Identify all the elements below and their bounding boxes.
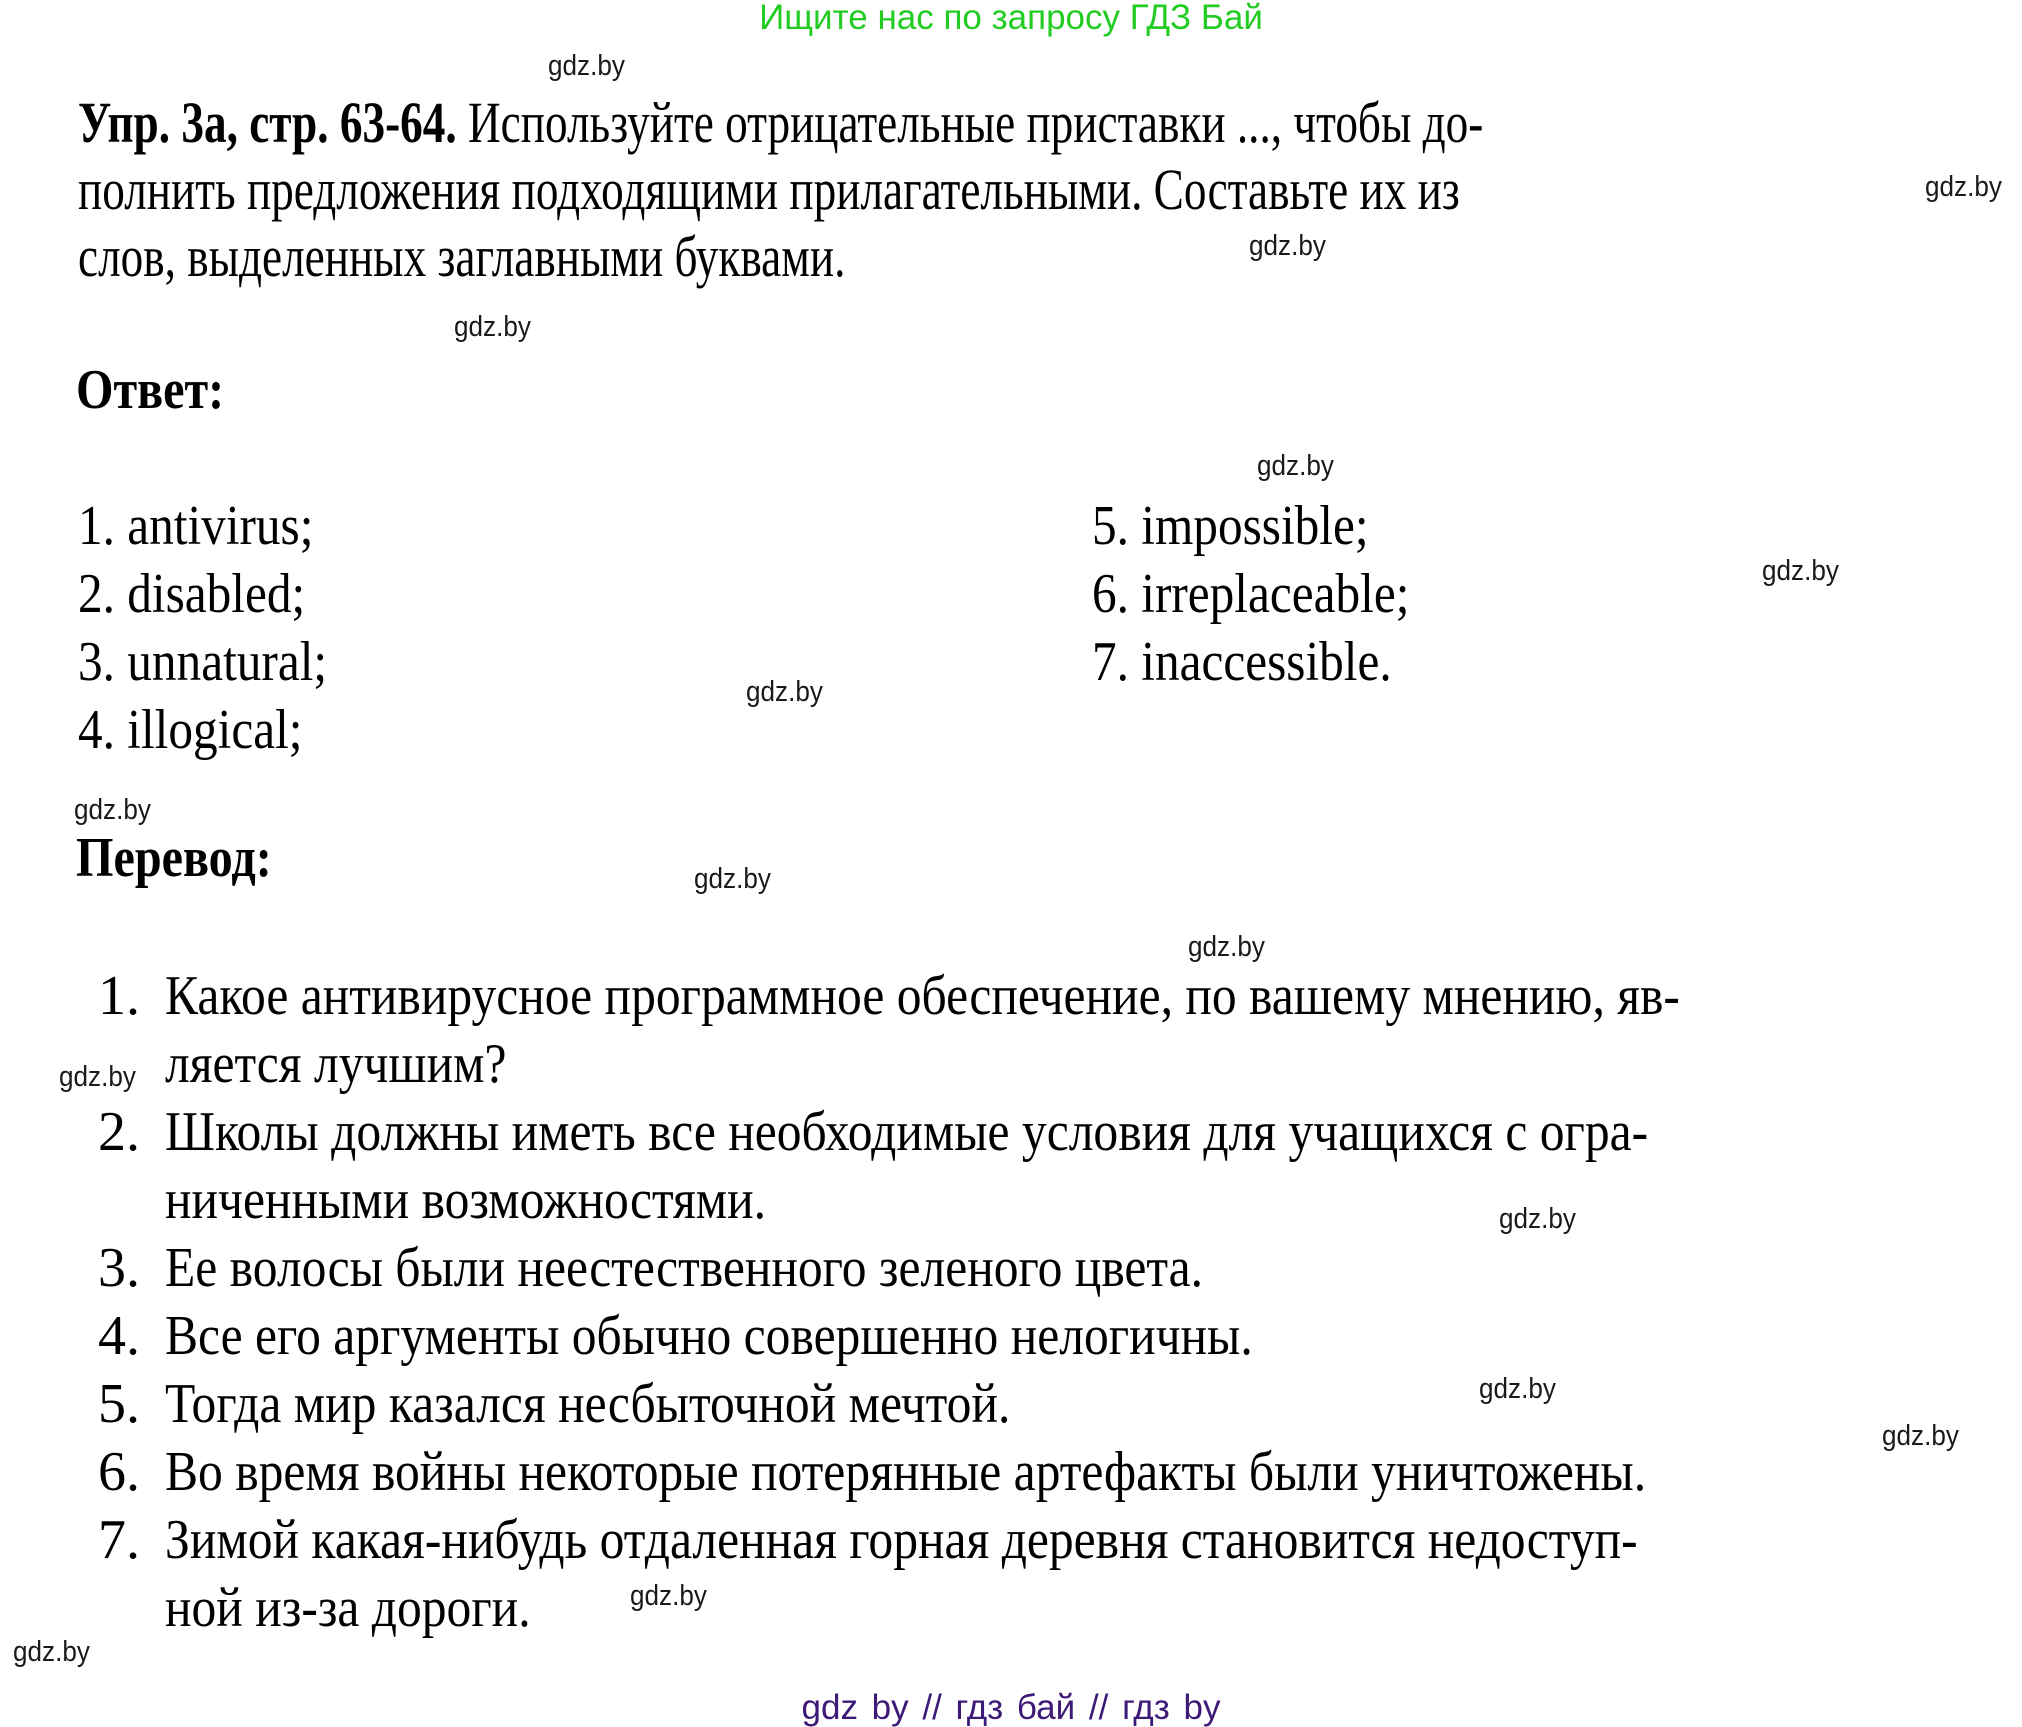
answer-number: 2. [78, 563, 115, 625]
watermark: gdz.by [74, 794, 151, 826]
answer-number: 1. [78, 495, 115, 557]
watermark: gdz.by [454, 311, 531, 343]
answer-item [1092, 629, 1392, 695]
answer-word: disabled; [127, 563, 306, 625]
answer-number: 5. [1092, 495, 1129, 557]
answer-item [78, 561, 305, 627]
watermark: gdz.by [1925, 171, 2002, 203]
translation-heading: Перевод: [76, 827, 272, 889]
translation-line: Какое антивирусное программное обеспечение, по вашему мнению, яв- [165, 965, 1680, 1027]
task-text: Используйте отрицательные приставки ..., чтобы до- [468, 90, 1484, 155]
watermark: gdz.by [1249, 230, 1326, 262]
translation-number: 4. [98, 1305, 140, 1367]
translation-number: 2. [98, 1101, 140, 1163]
translation-number: 5. [98, 1373, 140, 1435]
watermark: gdz.by [548, 50, 625, 82]
watermark: gdz.by [630, 1580, 707, 1612]
watermark: gdz.by [1499, 1203, 1576, 1235]
answer-item [78, 493, 313, 559]
watermark: gdz.by [746, 676, 823, 708]
answer-word: impossible; [1141, 495, 1369, 557]
answer-item [78, 629, 327, 695]
answer-item [1092, 561, 1409, 627]
translation-line: Во время войны некоторые потерянные артефакты были уничтожены. [165, 1441, 1647, 1503]
watermark: gdz.by [1257, 450, 1334, 482]
watermark: gdz.by [1479, 1373, 1556, 1405]
watermark: gdz.by [13, 1636, 90, 1668]
watermark: gdz.by [694, 863, 771, 895]
answer-number: 3. [78, 631, 115, 693]
promo-banner: Ищите нас по запросу ГДЗ Бай [759, 0, 1263, 37]
answer-word: unnatural; [127, 631, 328, 693]
answer-heading: Ответ: [76, 359, 225, 421]
translation-line: Зимой какая-нибудь отдаленная горная деревня становится недоступ- [165, 1509, 1638, 1571]
translation-line: Все его аргументы обычно совершенно нелогичны. [165, 1305, 1253, 1367]
translation-number: 1. [98, 965, 140, 1027]
answer-word: inaccessible. [1141, 631, 1392, 693]
answer-number: 7. [1092, 631, 1129, 693]
task-heading-line-1 [78, 90, 1483, 156]
translation-number: 3. [98, 1237, 140, 1299]
translation-line: Тогда мир казался несбыточной мечтой. [165, 1373, 1011, 1435]
translation-line: ниченными возможностями. [165, 1169, 767, 1231]
translation-line: ляется лучшим? [165, 1033, 507, 1095]
translation-line: Ее волосы были неестественного зеленого цвета. [165, 1237, 1204, 1299]
translation-number: 6. [98, 1441, 140, 1503]
answer-word: antivirus; [127, 495, 314, 557]
watermark: gdz.by [1882, 1420, 1959, 1452]
answer-word: illogical; [127, 699, 303, 761]
translation-line: ной из-за дороги. [165, 1577, 531, 1639]
answer-word: irreplaceable; [1141, 563, 1410, 625]
translation-number: 7. [98, 1509, 140, 1571]
translation-line: Школы должны иметь все необходимые условия для учащихся с огра- [165, 1101, 1649, 1163]
answer-item [78, 697, 302, 763]
task-heading-line-2: полнить предложения подходящими прилагательными. Составьте их из [78, 157, 1460, 222]
answer-number: 6. [1092, 563, 1129, 625]
task-heading-line-3: слов, выделенных заглавными буквами. [78, 224, 846, 289]
watermark: gdz.by [1188, 931, 1265, 963]
watermark: gdz.by [59, 1061, 136, 1093]
answer-item [1092, 493, 1369, 559]
task-label: Упр. 3а, стр. 63-64. [78, 90, 457, 155]
answer-number: 4. [78, 699, 115, 761]
footer-links-text: gdz by // гдз бай // гдз by [801, 1688, 1221, 1727]
watermark: gdz.by [1762, 555, 1839, 587]
